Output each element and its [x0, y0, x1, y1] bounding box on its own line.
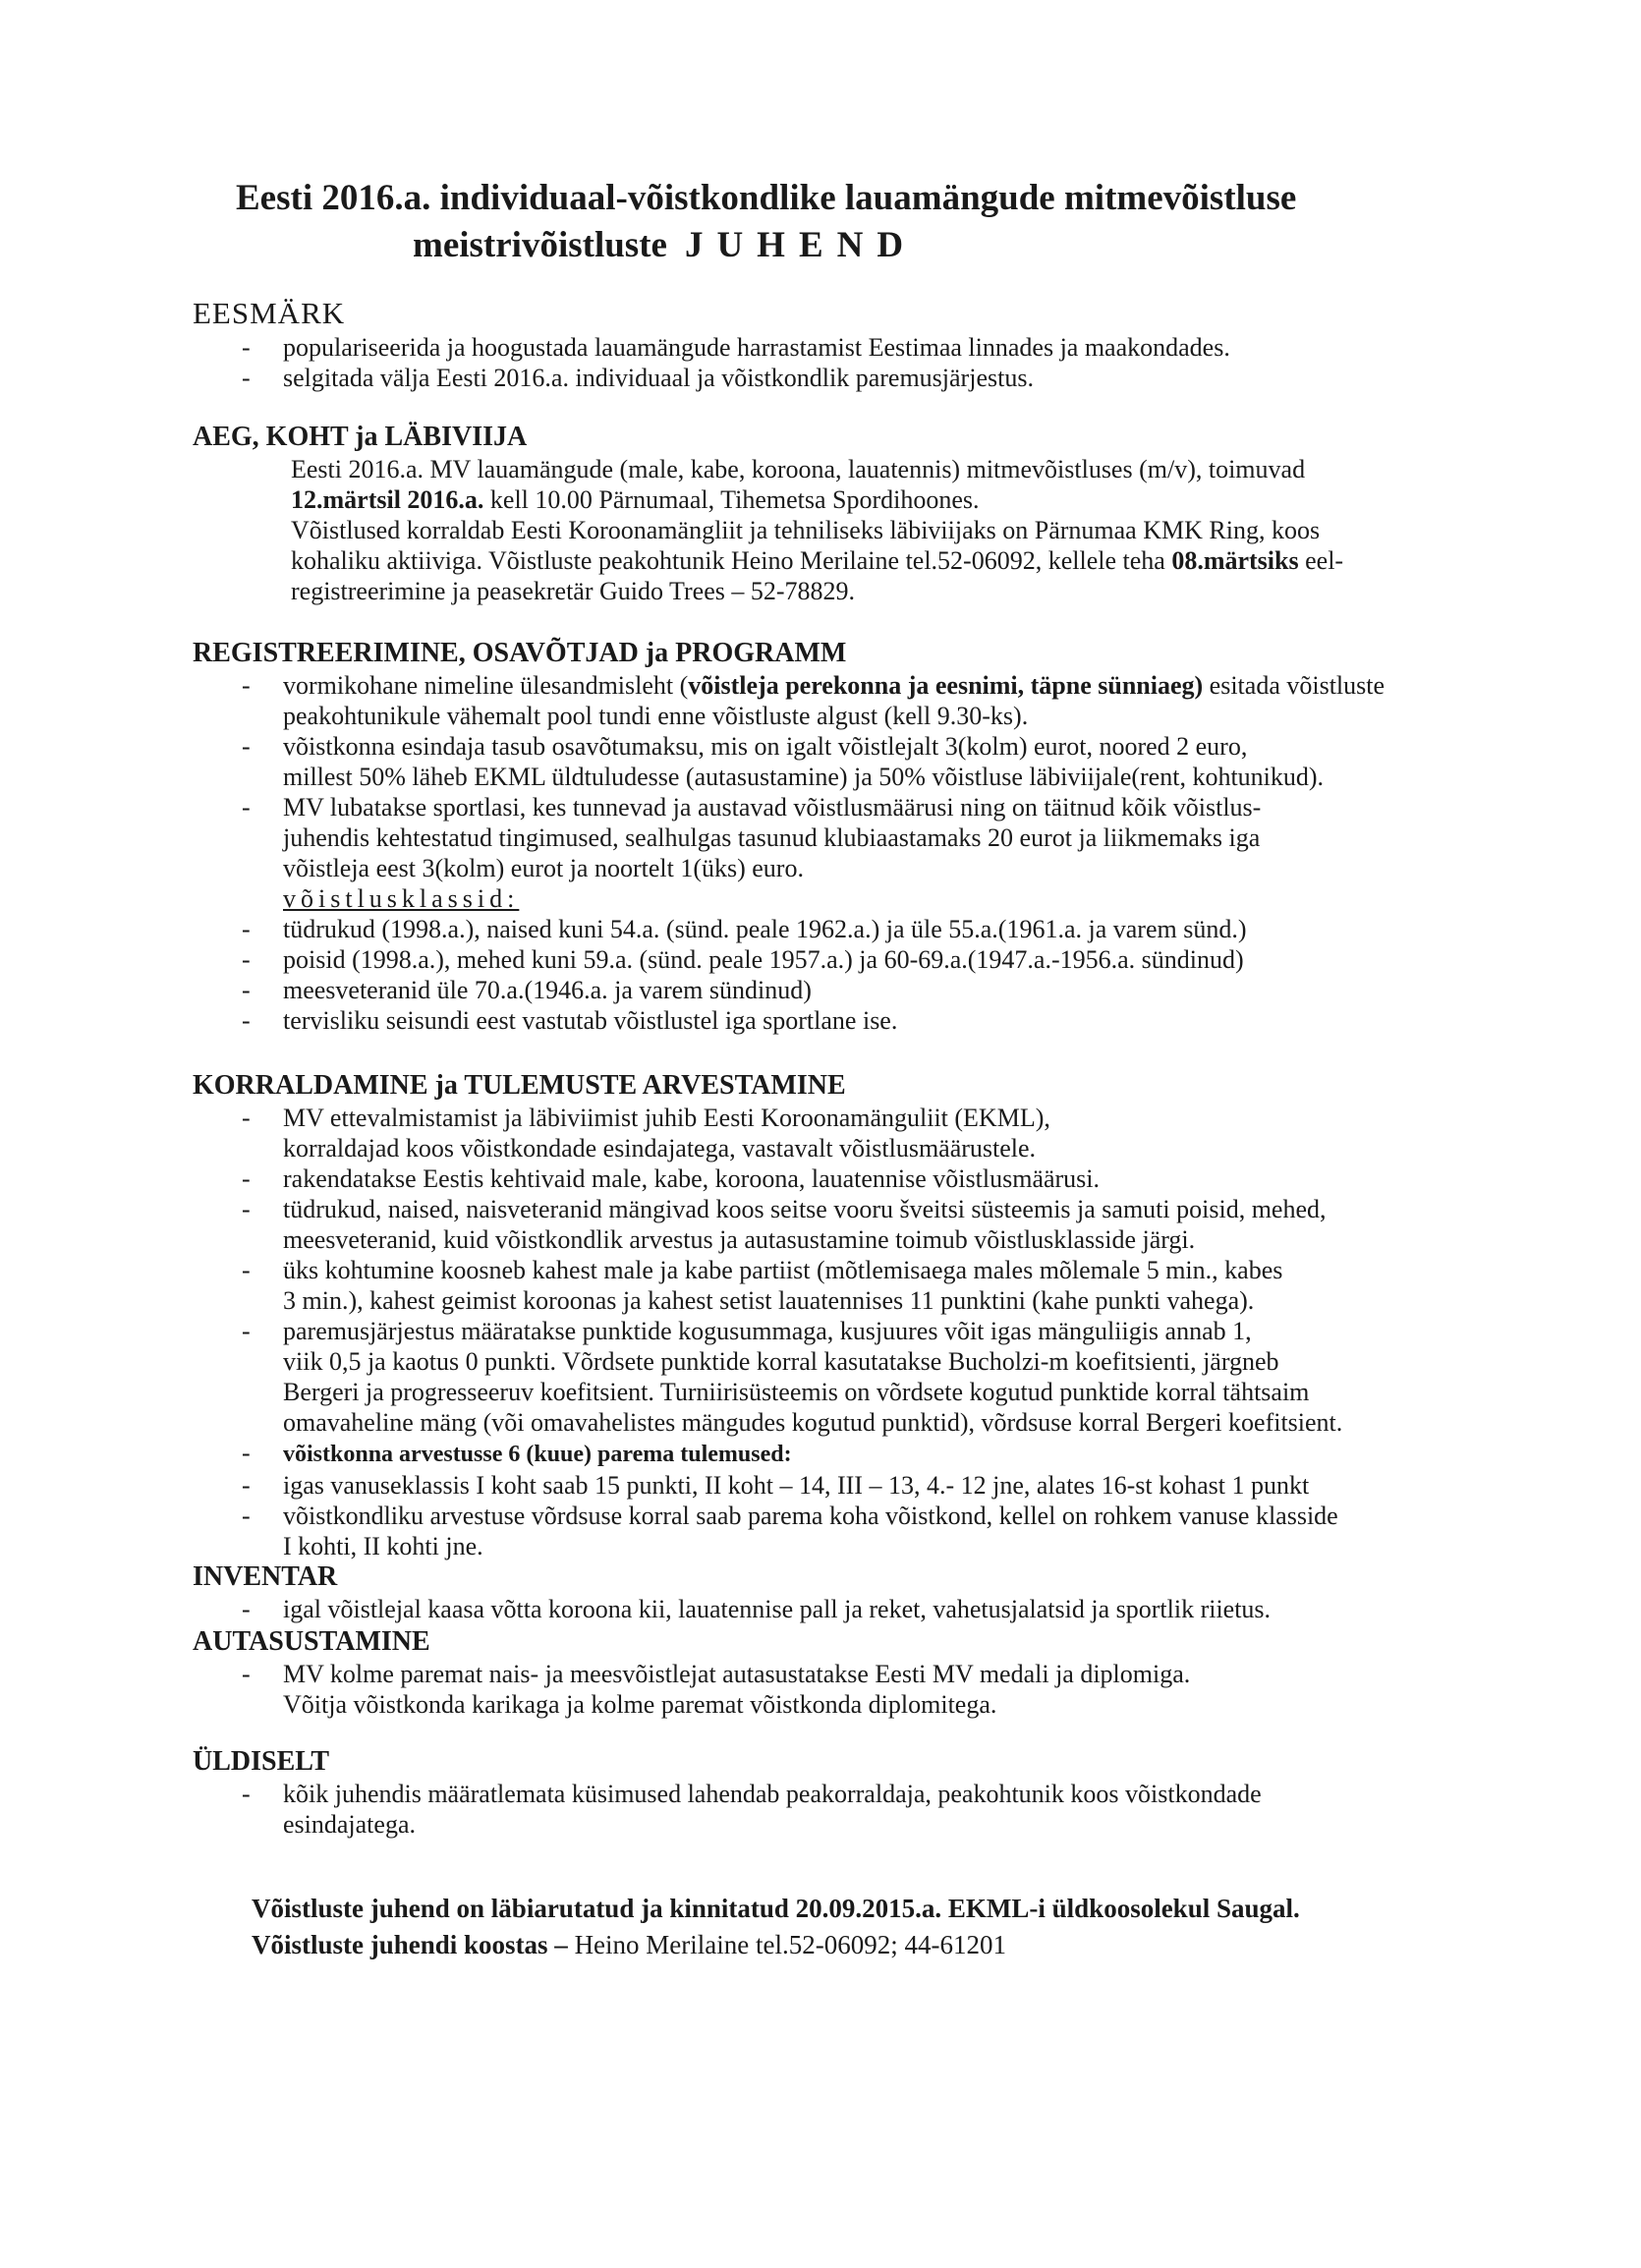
korr-heading: KORRALDAMINE ja TULEMUSTE ARVESTAMINE [193, 1070, 846, 1101]
aeg-time-place: kell 10.00 Pärnumaal, Tihemetsa Spordihoones. [489, 485, 980, 514]
aeg-date: 12.märtsil 2016.a. [291, 485, 484, 514]
inventar-item-1: - igal võistlejal kaasa võtta koroona kii, lauatennise pall ja reket, vahetusjalatsid ja sportlik riietus. [193, 1594, 1271, 1624]
korr-item-5-cont-3: omavaheline mäng (või omavahelistes mängudes kogutud punktid), võrdsuse korral Bergeri koefitsient. [283, 1408, 1343, 1437]
korr-item-8: - võistkondliku arvestuse võrdsuse korral saab parema koha võistkond, kellel on rohkem vanuse klasside [193, 1501, 1342, 1531]
section-eesmark [193, 295, 1230, 393]
title-line-1: Eesti 2016.a. individuaal-võistkondlike lauamängude mitmevõistluse [236, 178, 1297, 218]
eesmark-item-2: - selgitada välja Eesti 2016.a. individuaal ja võistkondlik paremusjärjestus. [193, 363, 1230, 393]
footer-author: Heino Merilaine tel.52-06092; 44-61201 [567, 1930, 1006, 1959]
document-title [236, 175, 1366, 269]
korr-item-1-cont: korraldajad koos võistkondade esindajatega, vastavalt võistlusmäärustele. [283, 1134, 1037, 1162]
title-juhend: JUHEND [684, 225, 918, 265]
reg-item-3: - MV lubatakse sportlasi, kes tunnevad ja austavad võistlusmäärusi ning on täitnud kõik võistlus- [193, 792, 1385, 822]
footer-approval: Võistluste juhend on läbiarutatud ja kinnitatud 20.09.2015.a. EKML-i üldkoosolekul Saugal. [252, 1894, 1300, 1923]
aeg-line-5: registreerimine ja peasekretär Guido Trees – 52-78829. [291, 577, 856, 605]
footer [252, 1891, 1300, 1963]
korr-item-5-cont-2: Bergeri ja progresseeruv koefitsient. Turniirisüsteemis on võrdsete kogutud punktide korral tähtsaim [283, 1378, 1310, 1406]
korr-item-4: - üks kohtumine koosneb kahest male ja kabe partiist (mõtlemisaega males mõlemale 5 min., kabes [193, 1255, 1342, 1285]
aeg-line-4b: eel- [1298, 546, 1344, 575]
yld-heading: ÜLDISELT [193, 1746, 330, 1777]
section-uldiselt [193, 1745, 1262, 1840]
section-autasustamine [193, 1625, 1190, 1720]
reg-item-3-cont-1: juhendis kehtestatud tingimused, sealhulgas tasunud klubiaastamaks 20 eurot ja liikmemaks iga [283, 823, 1261, 852]
yld-item-1-cont: esindajatega. [283, 1810, 416, 1839]
klass-1: - tüdrukud (1998.a.), naised kuni 54.a. (sünd. peale 1962.a.) ja üle 55.a.(1961.a. ja varem sünd.) [193, 914, 1385, 944]
inventar-heading: INVENTAR [193, 1561, 338, 1592]
reg-heading: REGISTREERIMINE, OSAVÕTJAD ja PROGRAMM [193, 638, 847, 668]
klass-2: - poisid (1998.a.), mehed kuni 59.a. (sünd. peale 1957.a.) ja 60-69.a.(1947.a.-1956.a. sündinud) [193, 944, 1385, 975]
korr-item-4-cont: 3 min.), kahest geimist koroonas ja kahest setist lauatennises 11 punktini (kahe punkti vahega). [283, 1286, 1255, 1315]
eesmark-heading: EESMÄRK [193, 296, 346, 330]
korr-item-6: - võistkonna arvestusse 6 (kuue) parema tulemused: [193, 1438, 1342, 1470]
reg-item-1-cont: peakohtunikule vähemalt pool tundi enne võistluste algust (kell 9.30-ks). [283, 702, 1029, 730]
reg-item-3-cont-2: võistleja eest 3(kolm) eurot ja noortelt 1(üks) euro. [283, 854, 804, 882]
title-line-2: meistrivõistluste [413, 225, 667, 265]
section-aeg [193, 421, 1343, 606]
aeg-line-1: Eesti 2016.a. MV lauamängude (male, kabe, koroona, lauatennis) mitmevõistluses (m/v), toimuvad [291, 455, 1306, 483]
korr-item-2: - rakendatakse Eestis kehtivaid male, kabe, koroona, lauatennise võistlusmäärusi. [193, 1163, 1342, 1194]
aeg-heading: AEG, KOHT ja LÄBIVIIJA [193, 422, 528, 452]
footer-author-label: Võistluste juhendi koostas – [252, 1930, 568, 1959]
korr-item-3-cont: meesveteranid, kuid võistkondlik arvestus ja autasustamine toimub võistlusklasside järgi. [283, 1225, 1196, 1254]
reg-item-1: - vormikohane nimeline ülesandmisleht (võistleja perekonna ja eesnimi, täpne sünniaeg) esitada võistluste [193, 670, 1385, 701]
eesmark-item-1: - populariseerida ja hoogustada lauamängude harrastamist Eestimaa linnades ja maakondades. [193, 332, 1230, 363]
aeg-line-3: Võistlused korraldab Eesti Koroonamängliit ja tehniliseks läbiviijaks on Pärnumaa KMK Ring, koos [291, 516, 1321, 544]
korr-item-8-cont: I kohti, II kohti jne. [283, 1532, 483, 1560]
yld-item-1: - kõik juhendis määratlemata küsimused lahendab peakorraldaja, peakohtunik koos võistkondade [193, 1779, 1262, 1809]
section-korraldamine [193, 1069, 1342, 1561]
section-registreerimine [193, 637, 1385, 1036]
section-inventar [193, 1560, 1271, 1624]
reg-item-2-cont: millest 50% läheb EKML üldtuludesse (autasustamine) ja 50% võistluse läbiviijale(rent, kohtunikud). [283, 763, 1325, 791]
klass-3: - meesveteranid üle 70.a.(1946.a. ja varem sündinud) [193, 975, 1385, 1005]
korr-item-5-cont-1: viik 0,5 ja kaotus 0 punkti. Võrdsete punktide korral kasutatakse Bucholzi-m koefitsienti, järgneb [283, 1347, 1279, 1376]
korr-item-7: - igas vanuseklassis I koht saab 15 punkti, II koht – 14, III – 13, 4.- 12 jne, alates 16-st kohast 1 punkt [193, 1470, 1342, 1501]
autasu-heading: AUTASUSTAMINE [193, 1626, 430, 1657]
korr-item-5: - paremusjärjestus määratakse punktide kogusummaga, kusjuures võit igas mänguliigis annab 1, [193, 1316, 1342, 1346]
autasu-item-1: - MV kolme paremat nais- ja meesvõistlejat autasustatakse Eesti MV medali ja diplomiga. [193, 1659, 1190, 1689]
klassid-label: võistlusklassid: [283, 884, 520, 913]
reg-item-2: - võistkonna esindaja tasub osavõtumaksu, mis on igalt võistlejalt 3(kolm) eurot, noored 2 euro, [193, 731, 1385, 762]
korr-item-3: - tüdrukud, naised, naisveteranid mängivad koos seitse vooru šveitsi süsteemis ja samuti poisid, mehed, [193, 1194, 1342, 1224]
aeg-line-4a: kohaliku aktiiviga. Võistluste peakohtunik Heino Merilaine tel.52-06092, kellele teha [291, 546, 1172, 575]
autasu-item-1-cont: Võitja võistkonda karikaga ja kolme paremat võistkonda diplomitega. [283, 1690, 997, 1719]
reg-item-health: - tervisliku seisundi eest vastutab võistlustel iga sportlane ise. [193, 1005, 1385, 1036]
aeg-prereg-date: 08.märtsiks [1171, 546, 1299, 575]
korr-item-1: - MV ettevalmistamist ja läbiviimist juhib Eesti Koroonamänguliit (EKML), [193, 1103, 1342, 1133]
